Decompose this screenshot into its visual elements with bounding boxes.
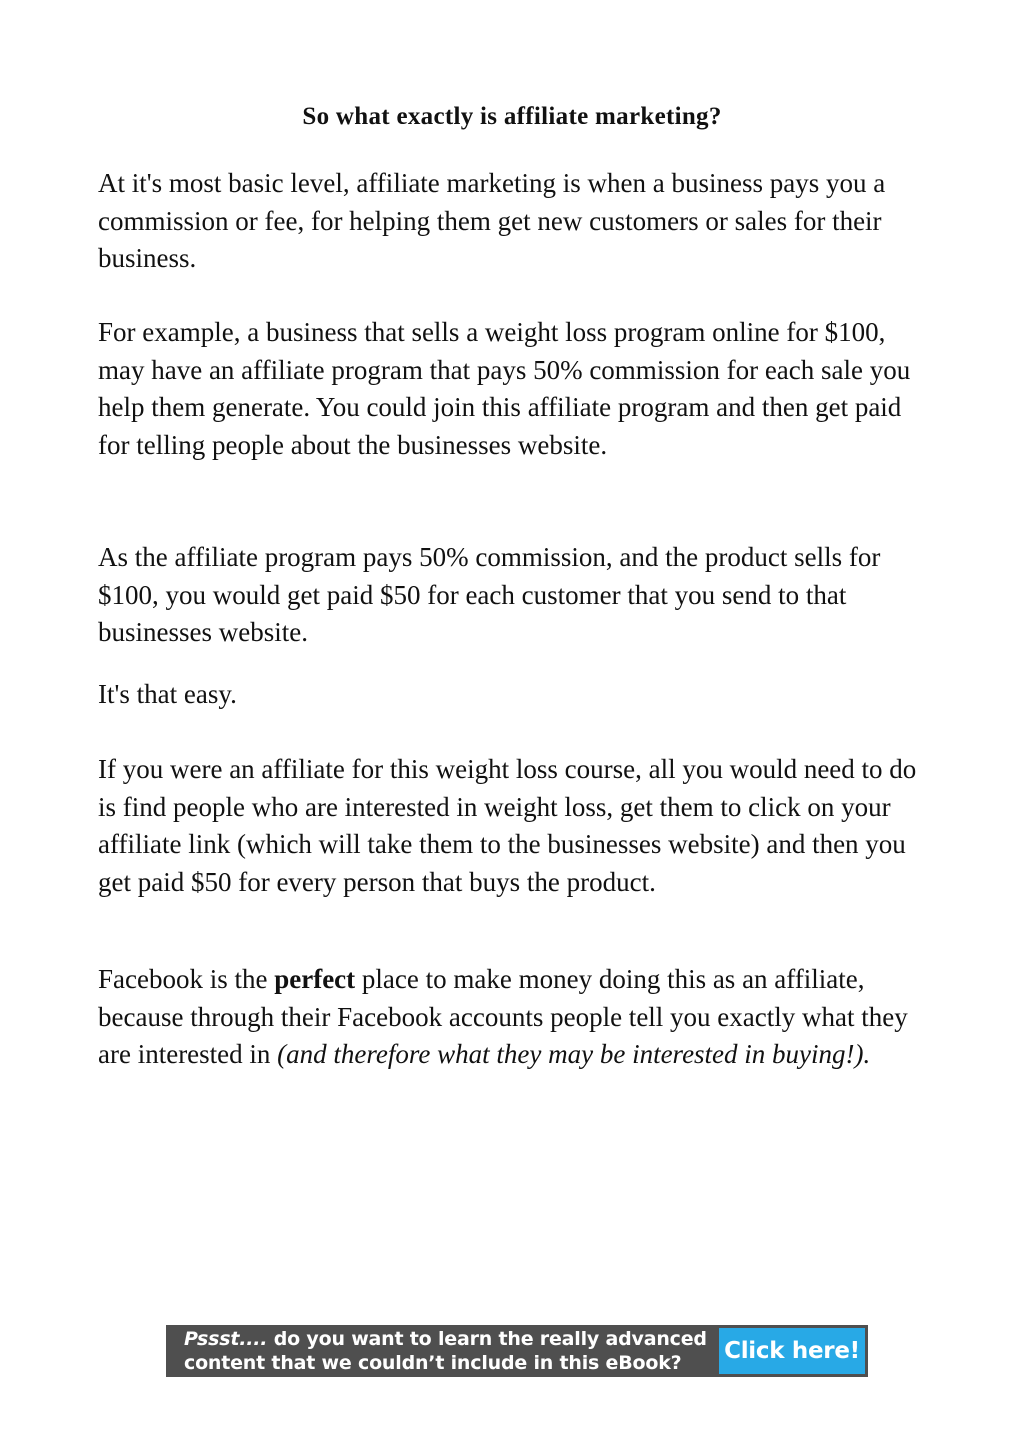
paragraph-easy: It's that easy.: [98, 679, 237, 709]
paragraph-example: For example, a business that sells a weight loss program online for $100, may have an affiliate program that pays 50% commission for each sale you help them generate. You could join this affiliate program and then get paid for telling people about the businesses website.: [98, 317, 911, 460]
promo-line-2: content that we couldn’t include in this eBook?: [184, 1352, 682, 1374]
facebook-text-middle: place to make money doing this as an affiliate, because through their Facebook accounts people tell you exactly what they are interested in: [98, 964, 908, 1069]
promo-lead: Pssst....: [184, 1328, 268, 1350]
promo-banner[interactable]: [166, 1325, 868, 1377]
promo-line-1: [184, 1327, 719, 1351]
promo-text[interactable]: [166, 1325, 719, 1377]
click-here-button[interactable]: Click here!: [719, 1328, 865, 1374]
facebook-text-bold: perfect: [274, 964, 356, 994]
facebook-text-before: Facebook is the: [98, 964, 275, 994]
paragraph-affiliate-course: If you were an affiliate for this weight loss course, all you would need to do is find people who are interested in weight loss, get them to click on your affiliate link (which will take them to the businesses website) and then you get paid $50 for every person that buys the product.: [98, 754, 917, 897]
promo-line-1-rest: do you want to learn the really advanced: [267, 1328, 707, 1350]
paragraph-definition: At it's most basic level, affiliate marketing is when a business pays you a commission or fee, for helping them get new customers or sales for their business.: [98, 168, 886, 273]
page-title: So what exactly is affiliate marketing?: [302, 103, 722, 130]
paragraph-commission: As the affiliate program pays 50% commission, and the product sells for $100, you would get paid $50 for each customer that you send to that businesses website.: [98, 542, 881, 647]
paragraph-facebook: [98, 961, 928, 1074]
facebook-text-italic: (and therefore what they may be interested in buying!).: [277, 1039, 871, 1069]
